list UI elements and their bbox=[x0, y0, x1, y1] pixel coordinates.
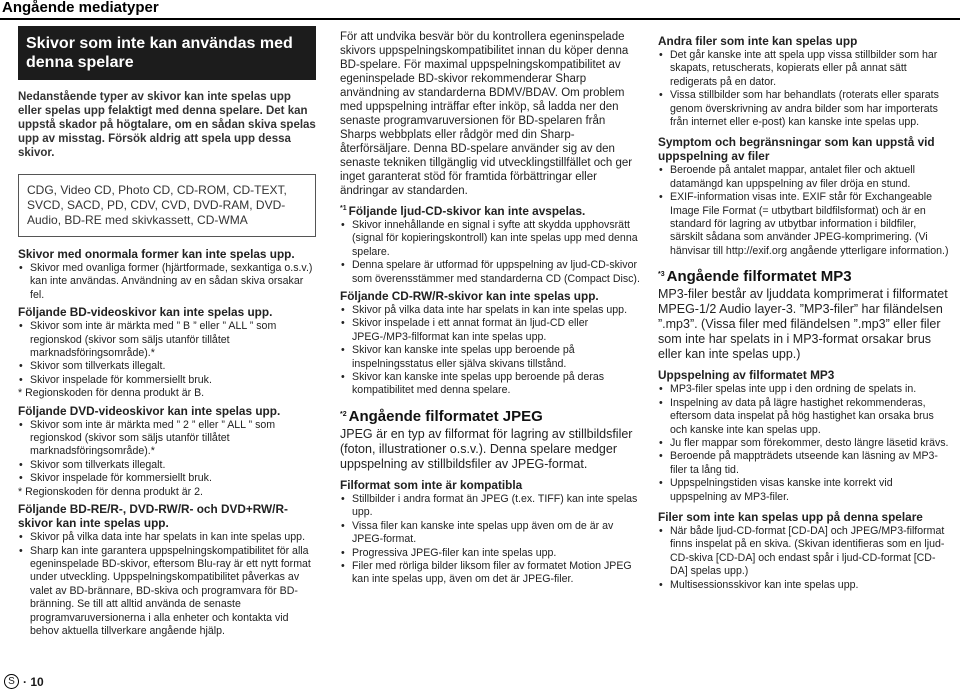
section-banner: Skivor som inte kan användas med denna spelare bbox=[18, 26, 316, 80]
list-item-text: Skivor som inte är märkta med ” 2 ” eller ” ALL ” som regionskod (skivor som säljs utanför tillåtet marknadsföringsområde).* bbox=[30, 418, 276, 458]
list-item bbox=[658, 89, 952, 129]
bullet-list bbox=[18, 262, 316, 302]
footnote bbox=[18, 387, 316, 400]
bullet-mark: • bbox=[341, 219, 345, 231]
list-item-text: Skivor som tillverkats illegalt. bbox=[30, 458, 166, 471]
bullet-mark: • bbox=[19, 544, 23, 557]
list-item bbox=[658, 397, 952, 437]
page-number: · 10 bbox=[23, 674, 44, 689]
list-item-text: Progressiva JPEG-filer kan inte spelas upp. bbox=[352, 546, 557, 559]
bullet-mark: • bbox=[19, 531, 23, 544]
bullet-mark: • bbox=[659, 436, 663, 449]
section-title: Följande BD-videoskivor kan inte spelas upp. bbox=[18, 305, 273, 320]
page-footer bbox=[4, 674, 44, 689]
list-item-text: MP3-filer spelas inte upp i den ordning de spelats in. bbox=[670, 383, 917, 396]
section-title: Symptom och begränsningar som kan uppstå vid uppspelning av filer bbox=[658, 135, 935, 164]
bullet-mark: • bbox=[341, 519, 345, 532]
bullet-list bbox=[658, 164, 952, 258]
bullet-list bbox=[340, 493, 640, 587]
list-item bbox=[340, 493, 640, 520]
bullet-mark: • bbox=[341, 492, 345, 505]
list-item-text: Skivor innehållande en signal i syfte att skydda upphovsrätt (signal för kopieringskontroll) kan inte spelas upp med denna spelare. bbox=[352, 219, 638, 258]
section-title: Andra filer som inte kan spelas upp bbox=[658, 34, 858, 48]
asterisk-mark: * bbox=[18, 485, 23, 498]
list-item bbox=[658, 383, 952, 396]
footnote-text: Regionskoden för denna produkt är 2. bbox=[25, 485, 203, 498]
bullet-mark: • bbox=[341, 304, 345, 317]
list-item-text: Skivor inspelade för kommersiellt bruk. bbox=[30, 472, 212, 485]
bullet-mark: • bbox=[341, 371, 345, 384]
bullet-mark: • bbox=[659, 383, 663, 396]
section-title: Följande BD-RE/R-, DVD-RW/R- och DVD+RW/R-skivor kan inte spelas upp. bbox=[18, 502, 288, 531]
bullet-mark: • bbox=[659, 89, 663, 102]
section-heading bbox=[658, 268, 952, 285]
heading-text: Följande ljud-CD-skivor kan inte avspelas. bbox=[348, 204, 586, 218]
section-title: Uppspelning av filformatet MP3 bbox=[658, 368, 835, 383]
list-item bbox=[658, 164, 952, 191]
list-item bbox=[18, 374, 316, 387]
list-item bbox=[18, 472, 316, 485]
list-item-text: Filer med rörliga bilder liksom filer av formatet Motion JPEG kan inte spelas upp, även om det är JPEG-filer. bbox=[352, 559, 632, 586]
list-item bbox=[18, 459, 316, 472]
list-item-text: Uppspelningstiden visas kanske inte korrekt vid uppspelning av MP3-filer. bbox=[670, 477, 893, 503]
bullet-mark: • bbox=[659, 524, 663, 537]
bullet-mark: • bbox=[659, 49, 663, 61]
heading-text: Angående filformatet JPEG bbox=[348, 407, 543, 425]
bullet-mark: • bbox=[659, 191, 663, 204]
list-item bbox=[340, 304, 640, 317]
footnote-marker: *3 bbox=[658, 271, 665, 279]
list-item-text: Sharp kan inte garantera uppspelningskompatibilitet för alla egeninspelade BD-skivor, eftersom Blu-ray är ett nytt format under utveckling. Uppspelningskompatibilitet påverkas av valet av BD-brännare, BD-skiva och programvara för BD-bränning. Se till att alltid använda de senaste programvaruversionerna i alla enheter och kontakta vid behov aktuella tillverkare angående hjälp. bbox=[30, 544, 311, 637]
list-item bbox=[340, 560, 640, 587]
bullet-list bbox=[18, 531, 316, 638]
page-title: Angående mediatyper bbox=[2, 0, 159, 16]
list-item bbox=[18, 419, 316, 459]
list-item-text: Vissa filer kan kanske inte spelas upp även om de är av JPEG-format. bbox=[352, 519, 614, 546]
list-item bbox=[18, 531, 316, 544]
list-item bbox=[658, 525, 952, 579]
bullet-list bbox=[340, 304, 640, 398]
list-item bbox=[658, 437, 952, 450]
bullet-mark: • bbox=[19, 373, 23, 386]
list-item-text: Stillbilder i andra format än JPEG (t.ex. TIFF) kan inte spelas upp. bbox=[352, 492, 638, 519]
bullet-mark: • bbox=[19, 472, 23, 485]
bullet-mark: • bbox=[341, 317, 345, 330]
list-item-text: Skivor som tillverkats illegalt. bbox=[30, 360, 166, 373]
list-item bbox=[340, 547, 640, 560]
footnote bbox=[18, 486, 316, 499]
bullet-mark: • bbox=[19, 360, 23, 373]
section-title: Skivor med onormala former kan inte spelas upp. bbox=[18, 247, 295, 261]
bullet-list bbox=[340, 219, 640, 286]
list-item bbox=[340, 371, 640, 398]
bullet-mark: • bbox=[19, 418, 23, 431]
jpeg-paragraph: JPEG är en typ av filformat för lagring av stillbildsfiler (foton, illustrationer o.s.v.). Denna spelare medger uppspelning av stillbildsfiler av JPEG-format. bbox=[340, 426, 633, 471]
bullet-mark: • bbox=[341, 559, 345, 572]
column-3 bbox=[658, 34, 952, 592]
list-item bbox=[658, 49, 952, 89]
list-item bbox=[658, 579, 952, 592]
column-2 bbox=[340, 30, 640, 587]
list-item bbox=[18, 320, 316, 360]
list-item bbox=[658, 477, 952, 504]
bullet-list bbox=[18, 419, 316, 486]
list-item-text: Skivor kan kanske inte spelas upp beroende på inspelningsstatus eller själva skivans tillstånd. bbox=[352, 344, 575, 370]
bullet-mark: • bbox=[341, 546, 345, 559]
list-item bbox=[18, 545, 316, 639]
bullet-mark: • bbox=[659, 477, 663, 490]
list-item-text: Skivor inspelade i ett annat format än ljud-CD eller JPEG-/MP3-filformat kan inte spelas upp. bbox=[352, 317, 589, 343]
section-title: Följande CD-RW/R-skivor kan inte spelas upp. bbox=[340, 289, 599, 304]
list-item bbox=[340, 344, 640, 371]
bullet-mark: • bbox=[341, 344, 345, 357]
list-item bbox=[340, 317, 640, 344]
footnote-marker: *1 bbox=[340, 205, 347, 212]
bullet-mark: • bbox=[19, 262, 23, 274]
list-item-text: Multisessionsskivor kan inte spelas upp. bbox=[670, 578, 859, 591]
bullet-list bbox=[658, 49, 952, 129]
section-title: Filer som inte kan spelas upp på denna spelare bbox=[658, 509, 923, 524]
list-item-text: När både ljud-CD-format [CD-DA] och JPEG/MP3-filformat finns inspelat på en skiva. (Skivan identifieras som en ljud-CD-skiva [CD-DA] och endast spår i ljud-CD-format [CD-DA] spelas upp.) bbox=[670, 524, 945, 578]
section-title bbox=[340, 204, 640, 218]
list-item bbox=[340, 259, 640, 286]
list-item-text: Skivor som inte är märkta med ” B ” eller ” ALL ” som regionskod (skivor som säljs utanför tillåtet marknadsföringsområde).* bbox=[30, 320, 277, 360]
list-item-text: Beroende på mappträdets utseende kan läsning av MP3-filer ta lång tid. bbox=[670, 450, 938, 476]
list-item bbox=[340, 219, 640, 259]
column-1 bbox=[18, 26, 316, 638]
bullet-mark: • bbox=[659, 450, 663, 463]
list-item-text: Det går kanske inte att spela upp vissa stillbilder som har skapats, retuscherats, kopierats eller på annat sätt redigerats på en dator. bbox=[670, 49, 938, 88]
list-item-text: Skivor kan kanske inte spelas upp beroende på deras kompatibilitet med denna spelare. bbox=[352, 371, 605, 397]
list-item-text: Ju fler mappar som förekommer, desto längre läsetid krävs. bbox=[670, 436, 949, 449]
section-heading bbox=[340, 408, 640, 425]
list-item-text: Denna spelare är utformad för uppspelning av ljud-CD-skivor som överensstämmer med standarderna CD (Compact Disc). bbox=[352, 259, 640, 285]
bullet-mark: • bbox=[19, 458, 23, 471]
intro-paragraph: För att undvika besvär bör du kontrollera egeninspelade skivors uppspelningskompatibilitet innan du köper denna BD-spelare. För maximal uppspelningskompatibilitet av egeninspelade BD-skivor rekommenderar Sharp användning av standarderna BDMV/BDAV. Om problem med uppspelning inträffar efter inköp, så ladda ner den senaste programvaruversionen för BD-spelaren från Sharps webbplats eller rådgör med din Sharp-återförsäljare. Denna BD-spelare använder sig av den senaste tekniken tillgänglig vid utvecklingstillfället och ger inget garanterat stöd för framtida förbättringar eller ändringar av standarden. bbox=[340, 31, 633, 197]
list-item-text: Skivor på vilka data inte har spelats in kan inte spelas upp. bbox=[30, 531, 306, 544]
bullet-mark: • bbox=[341, 259, 345, 272]
list-item-text: Skivor inspelade för kommersiellt bruk. bbox=[30, 373, 212, 386]
language-s-icon: S bbox=[4, 674, 19, 689]
bullet-mark: • bbox=[659, 578, 663, 591]
bullet-list bbox=[658, 525, 952, 592]
bullet-mark: • bbox=[659, 164, 663, 177]
list-item bbox=[658, 191, 952, 258]
warning-text: Nedanstående typer av skivor kan inte spelas upp eller spelas upp felaktigt med denna spelare. Det kan uppstå skador på högtalare, om en sådan skiva spelas upp av misstag. Försök aldrig att spela upp dessa skivor. bbox=[18, 91, 316, 159]
unsupported-formats-box: CDG, Video CD, Photo CD, CD-ROM, CD-TEXT, SVCD, SACD, PD, CDV, CVD, DVD-RAM, DVD-Audio, BD-RE med skivkassett, CD-WMA bbox=[18, 174, 316, 237]
asterisk-mark: * bbox=[18, 387, 23, 400]
header-bar bbox=[0, 0, 960, 20]
bullet-mark: • bbox=[659, 396, 663, 409]
footnote-marker: *2 bbox=[340, 410, 347, 418]
bullet-mark: • bbox=[19, 320, 23, 333]
list-item bbox=[18, 262, 316, 302]
list-item-text: Vissa stillbilder som har behandlats (roterats eller sparats genom överskrivning av andra bilder som har importerats från internet eller e-post) kan kanske inte spelas upp. bbox=[670, 89, 939, 129]
list-item bbox=[658, 450, 952, 477]
list-item-text: EXIF-information visas inte. EXIF står för Exchangeable Image File Format (= utbytbart bildfilsformat) och är en standard för lagring av utbytbar information i bildfiler, särskilt sådana som använder JPEG-komprimering. (Vi hänvisar till http://exif.org angående ytterligare information.) bbox=[670, 191, 949, 257]
list-item-text: Skivor på vilka data inte har spelats in kan inte spelas upp. bbox=[352, 304, 628, 317]
heading-text: Angående filformatet MP3 bbox=[666, 268, 852, 286]
section-title: Följande DVD-videoskivor kan inte spelas upp. bbox=[18, 403, 281, 418]
mp3-paragraph: MP3-filer består av ljuddata komprimerat i filformatet MPEG-1/2 Audio layer-3. ”MP3-filer” har filändelsen ”.mp3”. (Vissa filer med filändelsen ”.mp3” eller filer som inte har spelats in i MP3-format orsakar brus eller kan inte spelas upp.) bbox=[658, 287, 948, 362]
list-item-text: Inspelning av data på lägre hastighet rekommenderas, eftersom data inspelat på hög hastighet kan orsaka brus och kanske inte kan spelas upp. bbox=[670, 396, 934, 436]
list-item-text: Beroende på antalet mappar, antalet filer och aktuell datamängd kan uppspelning av filer dröja en stund. bbox=[670, 164, 915, 190]
list-item bbox=[340, 520, 640, 547]
bullet-list bbox=[658, 383, 952, 504]
list-item-text: Skivor med ovanliga former (hjärtformade, sexkantiga o.s.v.) kan inte användas. Användning av en sådan skiva orsakar fel. bbox=[30, 262, 313, 301]
list-item bbox=[18, 360, 316, 373]
section-title: Filformat som inte är kompatibla bbox=[340, 477, 523, 492]
bullet-list bbox=[18, 320, 316, 387]
footnote-text: Regionskoden för denna produkt är B. bbox=[25, 387, 205, 400]
